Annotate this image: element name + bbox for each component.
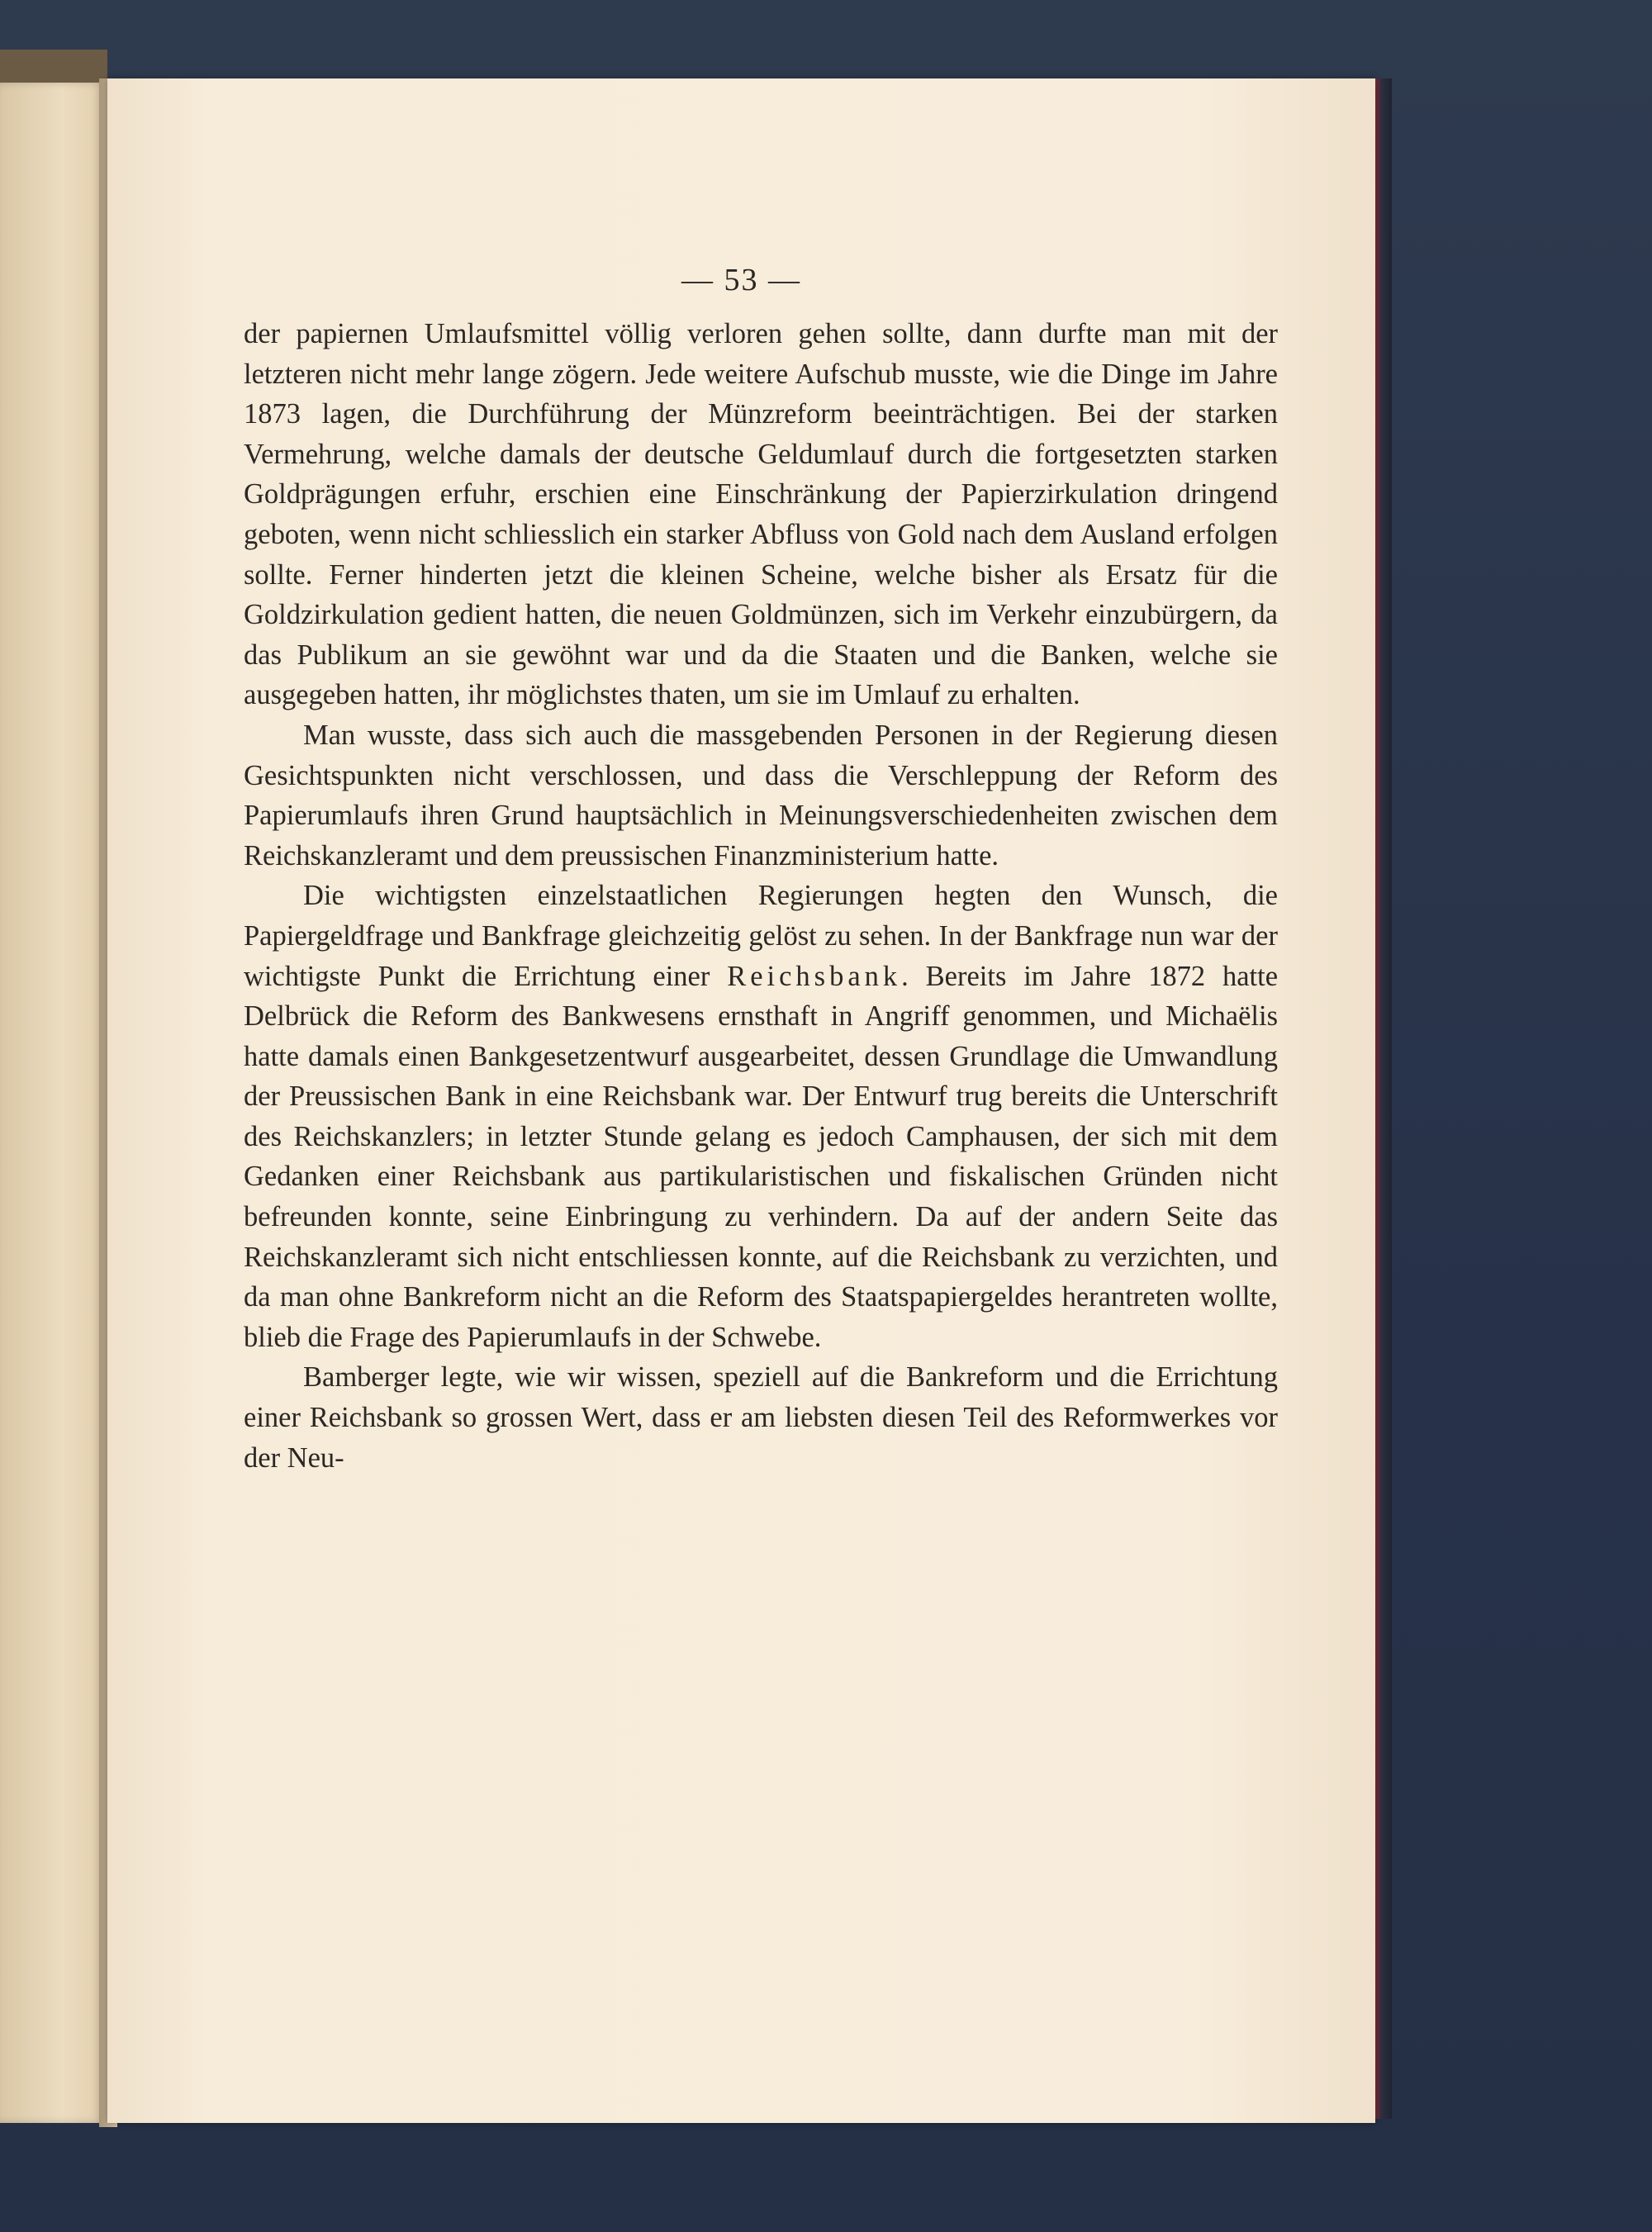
page-number: — 53 — bbox=[681, 263, 801, 297]
book-page bbox=[107, 78, 1375, 2123]
paragraph-text: Man wusste, dass sich auch die massgebenden Personen in der Regierung diesen Gesichtspunkten nicht verschlossen, und dass die Verschleppung der Reform des Papierumlaufs ihren Grund hauptsächlich in Meinungsverschiedenheiten zwischen dem Reichskanzleramt und dem preussischen Finanzministerium hatte. bbox=[244, 719, 1278, 871]
paragraph-text: Bamberger legte, wie wir wissen, speziell auf die Bankreform und die Errichtung einer Reichsbank so grossen Wert, dass er am liebsten diesen Teil des Reformwerkes vor der Neu- bbox=[244, 1361, 1278, 1474]
paragraph bbox=[244, 314, 1278, 715]
body-text bbox=[244, 314, 1278, 1478]
paragraph bbox=[244, 876, 1278, 1357]
book-cover-edge bbox=[0, 50, 107, 87]
paragraph-text: der papiernen Umlaufsmittel völlig verloren gehen sollte, dann durfte man mit der letzteren nicht mehr lange zögern. Jede weitere Aufschub musste, wie die Dinge im Jahre 1873 lagen, die Durchführung der Münzreform beeinträchtigen. Bei der starken Vermehrung, welche damals der deutsche Geldumlauf durch die fortgesetzten starken Goldprägungen erfuhr, erschien eine Einschränkung der Papierzirkulation dringend geboten, wenn nicht schliesslich ein starker Abfluss von Gold nach dem Ausland erfolgen sollte. Ferner hinderten jetzt die kleinen Scheine, welche bisher als Ersatz für die Goldzirkulation gedient hatten, die neuen Goldmünzen, sich im Verkehr einzubürgern, da das Publikum an sie gewöhnt war und da die Staaten und die Banken, welche sie ausgegeben hatten, ihr möglichstes thaten, um sie im Umlauf zu erhalten. bbox=[244, 318, 1278, 711]
paragraph-text: . Bereits im Jahre 1872 hatte Delbrück die Reform des Bankwesens ernsthaft in Angriff genommen, und Michaëlis hatte damals einen Bankgesetzentwurf ausgearbeitet, dessen Grundlage die Umwandlung der Preussischen Bank in eine Reichsbank war. Der Entwurf trug bereits die Unterschrift des Reichskanzlers; in letzter Stunde gelang es jedoch Camphausen, der sich mit dem Gedanken einer Reichsbank aus partikularistischen und fiskalischen Gründen nicht befreunden konnte, seine Einbringung zu verhindern. Da auf der andern Seite das Reichskanzleramt sich nicht entschliessen konnte, auf die Reichsbank zu verzichten, und da man ohne Bankreform nicht an die Reform des Staatspapiergeldes herantreten wollte, blieb die Frage des Papierumlaufs in der Schwebe. bbox=[244, 960, 1279, 1353]
previous-page-edge bbox=[0, 83, 103, 2123]
paragraph-text: Die wichtigsten einzelstaatlichen Regierungen hegten den Wunsch, die Papiergeldfrage und Bankfrage gleichzeitig gelöst zu sehen. In der Bankfrage nun war der wichtigste Punkt die Errichtung einer bbox=[244, 880, 1278, 992]
paragraph bbox=[244, 1357, 1278, 1478]
emphasized-word: Reichsbank bbox=[727, 960, 902, 992]
paragraph bbox=[244, 715, 1278, 876]
